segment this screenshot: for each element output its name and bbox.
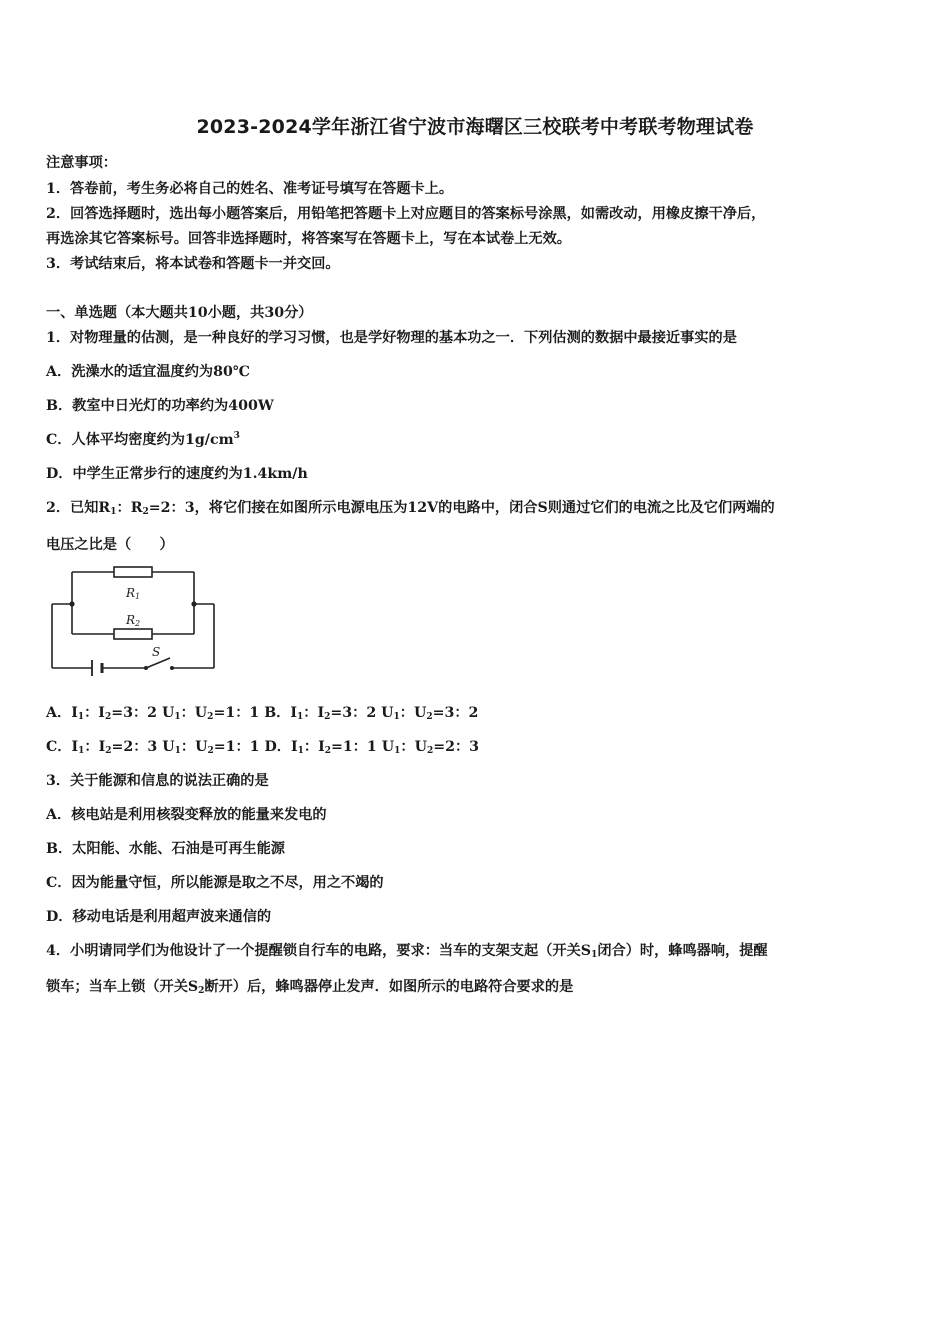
option-subscript: 1	[174, 746, 181, 756]
r1-label: R	[126, 586, 136, 600]
notice-heading: 注意事项：	[46, 155, 117, 171]
q2-stem-sub: 1	[110, 507, 117, 517]
q4-stem	[46, 940, 768, 960]
q2-stem-cont: 电压之比是（ ）	[46, 537, 174, 553]
option-subscript: 1	[78, 746, 85, 756]
option-text: A．I	[46, 705, 78, 721]
notice-item-1: 1．答卷前，考生务必将自己的姓名、准考证号填写在答题卡上。	[46, 181, 454, 197]
q2-stem-part: =2：3，将它们接在如图所示电源电压为12V的电路中，闭合S则通过它们的电流之比及它们两端的	[148, 500, 775, 516]
option-text: ：U	[400, 739, 427, 755]
q1-option-c	[46, 429, 240, 449]
page-title: 2023-2024学年浙江省宁波市海曙区三校联考中考联考物理试卷	[196, 116, 754, 138]
option-text: =2：3	[433, 739, 480, 755]
option-text: ：U	[180, 739, 208, 755]
q4-stem-part: 4．小明请同学们为他设计了一个提醒锁自行车的电路，要求：当车的支架支起（开关S	[46, 943, 592, 959]
q2-options-cd	[46, 736, 479, 756]
q2-stem-part: ：R	[116, 500, 143, 516]
option-text: =3：2 U	[330, 705, 394, 721]
q2-stem-part: 2．已知R	[46, 500, 111, 516]
option-subscript: 2	[426, 746, 434, 756]
option-text: ：U	[180, 705, 208, 721]
option-text: ：I	[303, 705, 325, 721]
q3-option-d: D．移动电话是利用超声波来通信的	[46, 909, 272, 925]
q2-stem-sub: 2	[142, 507, 149, 517]
q3-option-c: C．因为能量守恒，所以能源是取之不尽，用之不竭的	[46, 875, 384, 891]
option-text: =3：2	[432, 705, 479, 721]
option-text: ：I	[303, 739, 325, 755]
option-text: ：U	[399, 705, 427, 721]
option-subscript: 2	[207, 712, 214, 722]
option-subscript: 2	[207, 746, 214, 756]
option-subscript: 1	[394, 746, 401, 756]
q2-circuit-diagram	[46, 562, 224, 676]
r1-sub: 1	[135, 592, 141, 601]
option-subscript: 2	[426, 712, 433, 722]
option-subscript: 2	[104, 712, 112, 722]
option-subscript: 1	[77, 712, 85, 722]
option-subscript: 1	[297, 746, 304, 756]
section-heading: 一、单选题（本大题共10小题，共30分）	[46, 305, 313, 321]
q4-stem-sub: 1	[591, 950, 598, 960]
q1-option-b: B．教室中日光灯的功率约为400W	[46, 398, 274, 414]
q1-stem: 1．对物理量的估测，是一种良好的学习习惯，也是学好物理的基本功之一．下列估测的数据中最接近事实的是	[46, 330, 737, 346]
option-text: =1：1 D．I	[213, 739, 298, 755]
q4-stem-cont	[46, 976, 573, 996]
q4-stem-part: 锁车；当车上锁（开关S	[46, 979, 199, 995]
notice-item-3: 3．考试结束后，将本试卷和答题卡一并交回。	[46, 256, 340, 272]
option-subscript: 2	[105, 746, 112, 756]
option-text: ：I	[84, 705, 105, 721]
option-text: =1：1 U	[330, 739, 395, 755]
option-subscript: 2	[324, 746, 331, 756]
q3-option-a: A．核电站是利用核裂变释放的能量来发电的	[46, 807, 327, 823]
svg-text:R1	[125, 586, 140, 601]
q3-stem: 3．关于能源和信息的说法正确的是	[46, 773, 269, 789]
option-subscript: 1	[174, 712, 181, 722]
r2-sub: 2	[135, 619, 141, 628]
q4-stem-part: 断开）后，蜂鸣器停止发声．如图所示的电路符合要求的是	[204, 979, 574, 995]
option-subscript: 1	[393, 712, 400, 722]
q4-stem-sub: 2	[198, 986, 205, 996]
q1-option-c-sup: 3	[233, 431, 240, 441]
q1-option-a: A．洗澡水的适宜温度约为80℃	[46, 364, 250, 380]
q1-option-d: D．中学生正常步行的速度约为1.4km/h	[46, 466, 308, 482]
notice-item-2-cont: 再选涂其它答案标号。回答非选择题时，将答案写在答题卡上，写在本试卷上无效。	[46, 231, 571, 247]
q2-stem	[46, 497, 775, 517]
r2-label: R	[126, 613, 136, 627]
option-text: C．I	[46, 739, 79, 755]
notice-item-2: 2．回答选择题时，选出每小题答案后，用铅笔把答题卡上对应题目的答案标号涂黑，如需改动，用橡皮擦干净后，	[46, 206, 766, 222]
option-text: =1：1 B．I	[213, 705, 298, 721]
option-subscript: 2	[324, 712, 331, 722]
svg-text:R2	[125, 613, 140, 628]
switch-label: S	[152, 645, 161, 659]
q4-stem-part: 闭合）时，蜂鸣器响，提醒	[597, 943, 768, 959]
option-subscript: 1	[297, 712, 304, 722]
q3-option-b: B．太阳能、水能、石油是可再生能源	[46, 841, 285, 857]
q2-options-ab	[46, 702, 478, 722]
q1-option-c-text: C．人体平均密度约为1g/cm	[46, 432, 234, 448]
option-text: =2：3 U	[111, 739, 175, 755]
option-text: =3：2 U	[111, 705, 175, 721]
option-text: ：I	[84, 739, 106, 755]
